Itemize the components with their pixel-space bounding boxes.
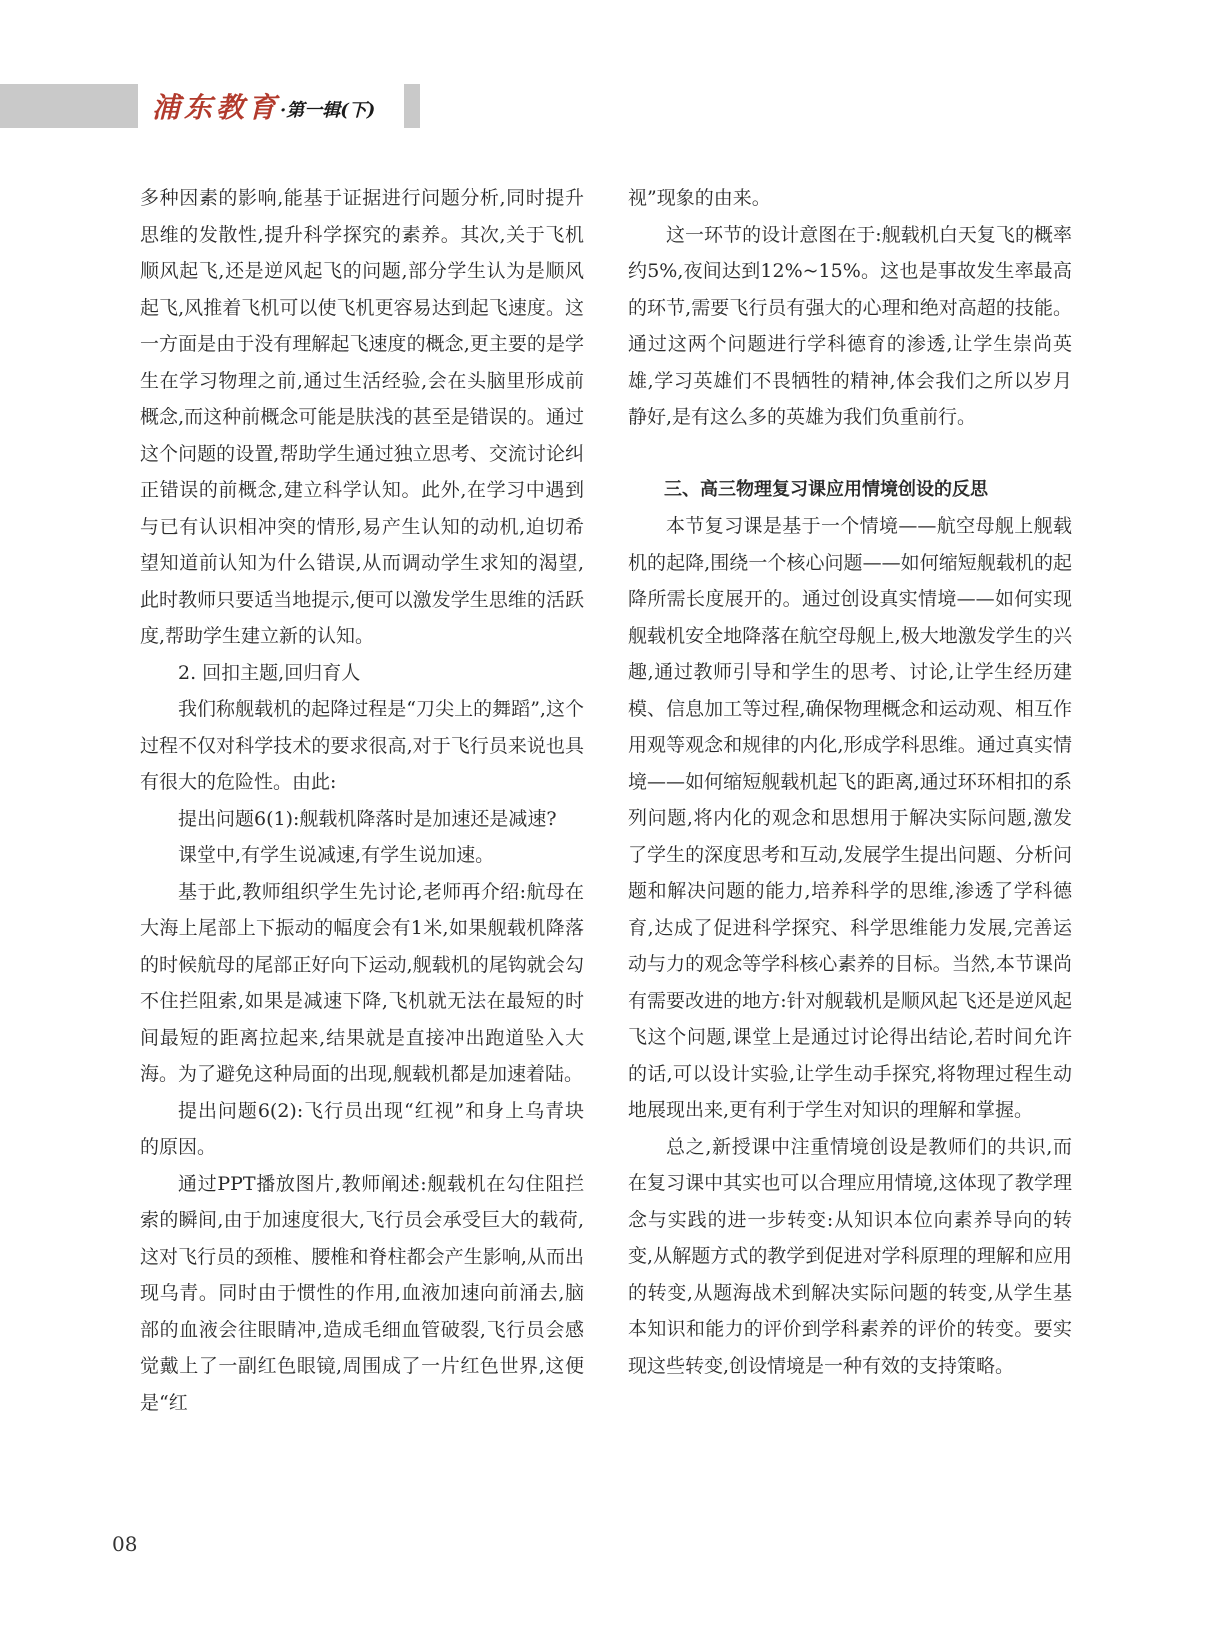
paragraph: 这一环节的设计意图在于:舰载机白天复飞的概率约5%,夜间达到12%~15%。这也是事故发生率最高的环节,需要飞行员有强大的心理和绝对高超的技能。通过这两个问题进行学科德育的渗透,让学生崇尚英雄,学习英雄们不畏牺牲的精神,体会我们之所以岁月静好,是有这么多的英雄为我们负重前行。 — [628, 223, 1072, 428]
section-heading: 三、高三物理复习课应用情境创设的反思 — [664, 478, 988, 500]
paragraph: 基于此,教师组织学生先讨论,老师再介绍:航母在大海上尾部上下振动的幅度会有1米,如果舰载机降落的时候航母的尾部正好向下运动,舰载机的尾钩就会勾不住拦阻索,如果是减速下降,飞机就无法在最短的时间最短的距离拉起来,结果就是直接冲出跑道坠入大海。为了避免这种局面的出现,舰载机都是加速着陆。 — [140, 880, 584, 1085]
paragraph: 多种因素的影响,能基于证据进行问题分析,同时提升思维的发散性,提升科学探究的素养。其次,关于飞机顺风起飞,还是逆风起飞的问题,部分学生认为是顺风起飞,风推着飞机可以使飞机更容易达到起飞速度。这一方面是由于没有理解起飞速度的概念,更主要的是学生在学习物理之前,通过生活经验,会在头脑里形成前概念,而这种前概念可能是肤浅的甚至是错误的。通过这个问题的设置,帮助学生通过独立思考、交流讨论纠正错误的前概念,建立科学认知。此外,在学习中遇到与已有认识相冲突的情形,易产生认知的动机,迫切希望知道前认知为什么错误,从而调动学生求知的渴望,此时教师只要适当地提示,便可以激发学生思维的活跃度,帮助学生建立新的认知。 — [140, 187, 584, 647]
paragraph: 本节复习课是基于一个情境——航空母舰上舰载机的起降,围绕一个核心问题——如何缩短舰载机的起降所需长度展开的。通过创设真实情境——如何实现舰载机安全地降落在航空母舰上,极大地激发学生的兴趣,通过教师引导和学生的思考、讨论,让学生经历建模、信息加工等过程,确保物理概念和运动观、相互作用观等观念和规律的内化,形成学科思维。通过真实情境——如何缩短舰载机起飞的距离,通过环环相扣的系列问题,将内化的观念和思想用于解决实际问题,激发了学生的深度思考和互动,发展学生提出问题、分析问题和解决问题的能力,培养科学的思维,渗透了学科德育,达成了促进科学探究、科学思维能力发展,完善运动与力的观念等学科核心素养的目标。当然,本节课尚有需要改进的地方:针对舰载机是顺风起飞还是逆风起飞这个问题,课堂上是通过讨论得出结论,若时间允许的话,可以设计实验,让学生动手探究,将物理过程生动地展现出来,更有利于学生对知识的理解和掌握。 — [628, 515, 1072, 1121]
left-column — [140, 180, 584, 1421]
paragraph: 课堂中,有学生说减速,有学生说加速。 — [178, 844, 495, 866]
header-band — [0, 84, 138, 128]
page-number: 08 — [112, 1532, 138, 1556]
right-column — [628, 180, 1072, 1384]
section-subheading: 2. 回扣主题,回归育人 — [178, 661, 361, 684]
paragraph: 总之,新授课中注重情境创设是教师们的共识,而在复习课中其实也可以合理应用情境,这体现了教学理念与实践的进一步转变:从知识本位向素养导向的转变,从解题方式的教学到促进对学科原理的理解和应用的转变,从题海战术到解决实际问题的转变,从学生基本知识和能力的评价到学科素养的评价的转变。要实现这些转变,创设情境是一种有效的支持策略。 — [628, 1135, 1072, 1377]
journal-title: 浦东教育 — [152, 91, 281, 124]
header-marker — [404, 84, 420, 128]
paragraph: 提出问题6(1):舰载机降落时是加速还是减速? — [178, 807, 557, 830]
paragraph: 提出问题6(2):飞行员出现“红视”和身上乌青块的原因。 — [140, 1099, 584, 1158]
paragraph: 视”现象的由来。 — [628, 187, 771, 209]
paragraph: 我们称舰载机的起降过程是“刀尖上的舞蹈”,这个过程不仅对科学技术的要求很高,对于飞行员来说也具有很大的危险性。由此: — [140, 698, 584, 793]
issue-label: ·第一辑(下) — [280, 100, 376, 121]
paragraph: 通过PPT播放图片,教师阐述:舰载机在勾住阻拦索的瞬间,由于加速度很大,飞行员会承受巨大的载荷,这对飞行员的颈椎、腰椎和脊柱都会产生影响,从而出现乌青。同时由于惯性的作用,血液加速向前涌去,脑部的血液会往眼睛冲,造成毛细血管破裂,飞行员会感觉戴上了一副红色眼镜,周围成了一片红色世界,这便是“红 — [140, 1172, 584, 1414]
